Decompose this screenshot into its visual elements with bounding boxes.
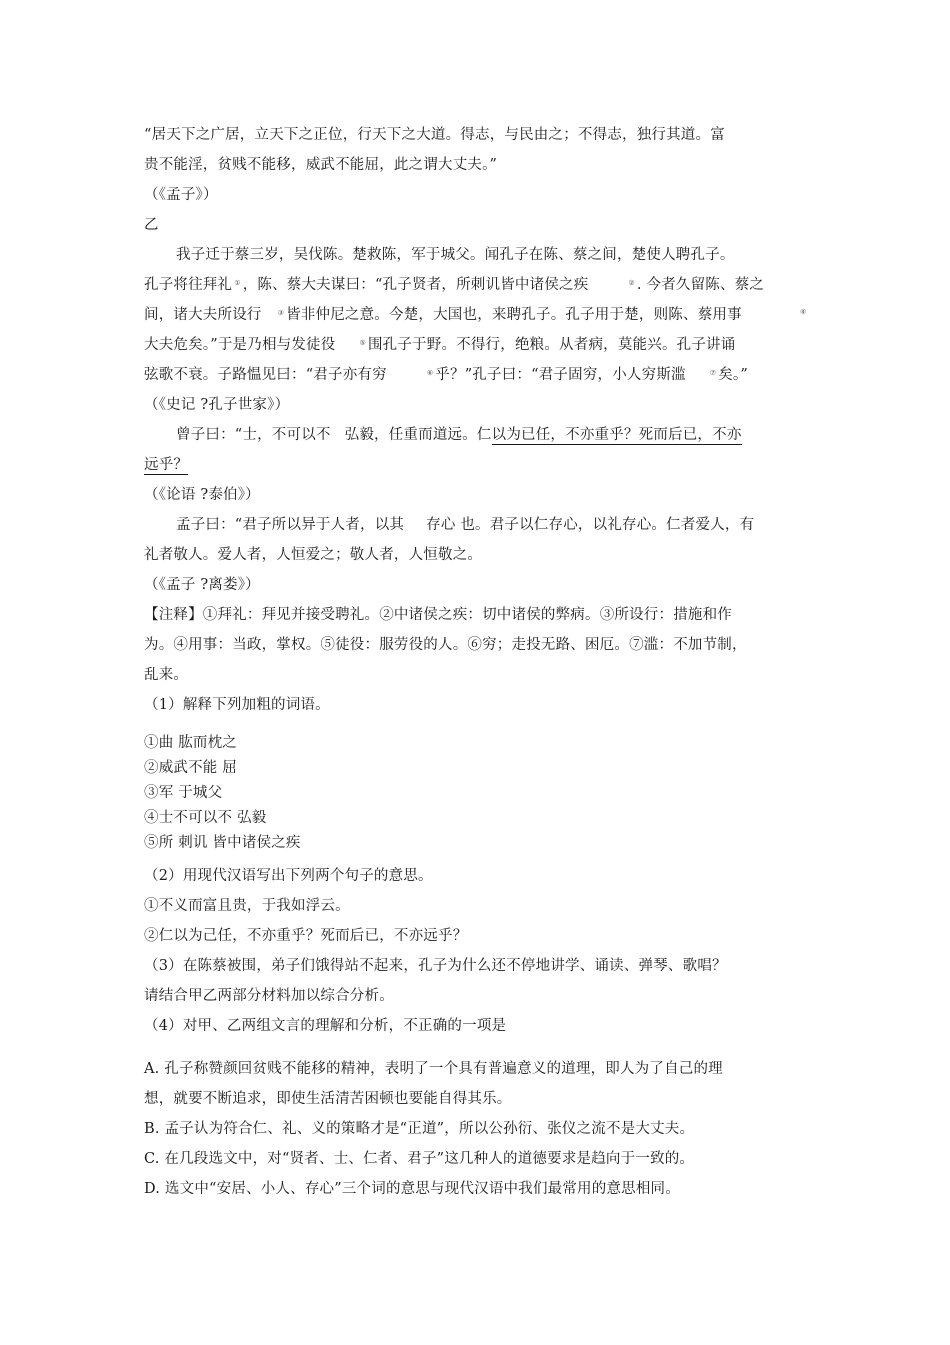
jia-line-1: “居天下之广居，立天下之正位，行天下之大道。得志，与民由之；不得志，独行其道。富 — [144, 127, 725, 143]
footnote-marker-7: ⑦ — [709, 369, 717, 377]
q2-title: （2）用现代汉语写出下列两个句子的意思。 — [144, 868, 433, 884]
p1-line-1: 我子迁于蔡三岁，吴伐陈。楚救陈，军于城父。闻孔子在陈、蔡之间，楚使人聘孔子。 — [176, 247, 735, 263]
q4-option-c: C. 在几段选文中，对“贤者、士、仁者、君子”这几种人的道德要求是趋向于一致的。 — [144, 1151, 695, 1167]
p1-line-5-c: 矣。” — [718, 367, 748, 383]
p1-line-3 — [144, 305, 742, 325]
jia-line-2: 贵不能淫，贫贱不能移，威武不能屈，此之谓大丈夫。” — [144, 157, 498, 173]
footnote-marker-2: ② — [628, 279, 635, 287]
q4-option-d: D. 选文中“安居、小人、存心”三个词的意思与现代汉语中我们最常用的意思相同。 — [144, 1181, 680, 1197]
q1-title: （1）解释下列加粗的词语。 — [144, 697, 330, 713]
p2-line-1-b: 弘毅，任重而道远。仁 — [344, 427, 492, 443]
p1-line-4-a: 大夫危矣。”于是乃相与发徒役 — [144, 337, 336, 353]
p3-line-1 — [176, 515, 754, 535]
p1-line-4-b: 围孔子于野。不得行，绝粮。从者病，莫能兴。孔子讲诵 — [367, 337, 736, 353]
p3-line-1-b: 存心 也。君子以仁存心，以礼存心。仁者爱人，有 — [426, 517, 755, 533]
p3-source: （《孟子 ?离娄》） — [144, 577, 260, 593]
p2-underlined-end: 远乎？ — [144, 457, 189, 473]
p3-line-1-a: 孟子曰：“君子所以异于人者，以其 — [176, 517, 405, 533]
p2-line-1-a: 曾子曰：“士，不可以不 — [176, 427, 331, 443]
p2-underlined-sentence: 以为已任，不亦重乎？死而后已，不亦 — [491, 427, 742, 443]
q1-item-4: ④士不可以不 弘毅 — [144, 810, 267, 826]
q1-item-3: ③军 于城父 — [144, 785, 223, 801]
p2-source: （《论语 ?泰伯》） — [144, 487, 260, 503]
q1-item-5: ⑤所 刺讥 皆中诸侯之疾 — [144, 835, 301, 851]
q4-option-b: B. 孟子认为符合仁、礼、义的策略才是“正道”，所以公孙衍、张仪之流不是大丈夫。 — [144, 1121, 695, 1137]
p2-line-1 — [176, 425, 742, 445]
q3-line-2: 请结合甲乙两部分材料加以综合分析。 — [144, 988, 394, 1004]
p2-line-2 — [144, 455, 188, 475]
notes-line-2: 为。④用事：当政，掌权。⑤徒役：服劳役的人。⑥穷；走投无路、困厄。⑦滥：不加节制， — [144, 637, 747, 653]
footnote-marker-5: ⑤ — [359, 339, 366, 347]
p1-line-2-c: . 今者久留陈、蔡之 — [636, 277, 765, 293]
p1-source: （《史记 ?孔子世家》） — [144, 397, 290, 413]
p1-line-5 — [144, 365, 748, 385]
q4-title: （4）对甲、乙两组文言的理解和分析，不正确的一项是 — [144, 1018, 507, 1034]
q2-item-1: ①不义而富且贵，于我如浮云。 — [144, 898, 350, 914]
footnote-marker-1: ① — [234, 279, 241, 287]
q3-line-1: （3）在陈蔡被围，弟子们饿得站不起来，孔子为什么还不停地讲学、诵读、弹琴、歌唱？ — [144, 958, 727, 974]
p1-line-5-b: 乎？”孔子曰：“君子固穷，小人穷斯滥 — [435, 367, 686, 383]
notes-line-1: 【注释】①拜礼：拜见并接受聘礼。②中诸侯之疾：切中诸侯的弊病。③所设行：措施和作 — [144, 607, 732, 623]
p1-line-2-b: ，陈、蔡大夫谋曰：“孔子贤者，所刺讥皆中诸侯之疾 — [242, 277, 589, 293]
q4-option-a-line-2: 想，就要不断追求，即使生活清苦困顿也要能自得其乐。 — [144, 1091, 512, 1107]
p1-line-2-a: 孔子将往拜礼 — [144, 277, 233, 293]
footnote-marker-4: ④ — [800, 308, 807, 316]
q1-item-2: ②威武不能 屈 — [144, 760, 238, 776]
notes-line-3: 乱来。 — [144, 667, 189, 683]
p1-line-5-a: 弦歌不衰。子路愠见曰：“君子亦有穷 — [144, 367, 387, 383]
q1-item-1: ①曲 肱而枕之 — [144, 735, 238, 751]
p1-line-2 — [144, 275, 764, 295]
p1-line-4 — [144, 335, 735, 355]
q4-option-a-line-1: A. 孔子称赞颜回贫贱不能移的精神，表明了一个具有普遍意义的道理，即人为了自己的理 — [144, 1061, 723, 1077]
p1-line-3-b: 皆非仲尼之意。今楚，大国也，来聘孔子。孔子用于楚，则陈、蔡用事 — [286, 307, 742, 323]
yi-label: 乙 — [144, 217, 159, 233]
footnote-marker-3: ③ — [277, 309, 285, 317]
footnote-marker-6: ⑥ — [426, 369, 434, 377]
p3-line-2: 礼者敬人。爱人者，人恒爱之；敬人者，人恒敬之。 — [144, 547, 483, 563]
jia-source: （《孟子》） — [144, 187, 218, 203]
p1-line-3-a: 间，诸大夫所设行 — [144, 307, 262, 323]
q2-item-2: ②仁以为己任，不亦重乎？死而后已，不亦远乎？ — [144, 928, 468, 944]
